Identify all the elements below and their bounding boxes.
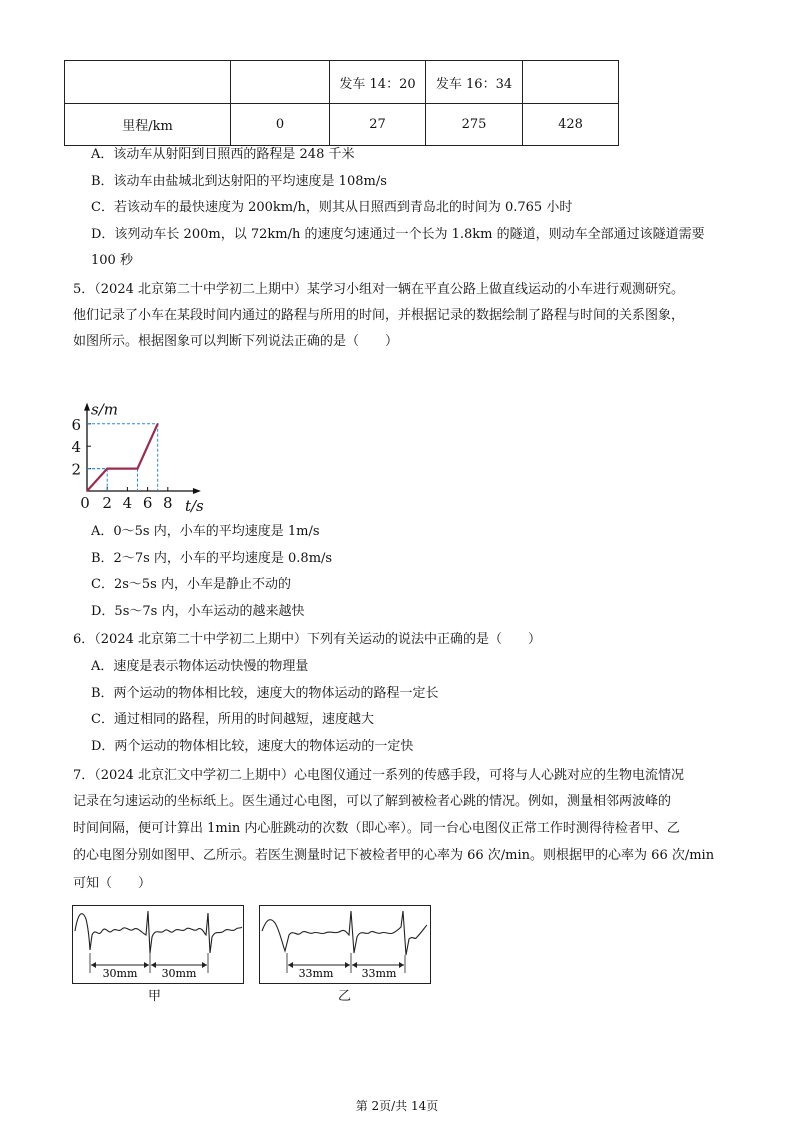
table-cell: 275 xyxy=(426,104,523,146)
q4-option-d: D．该列动车长 200m，以 72km/h 的速度匀速通过一个长为 1.8km 的隧道，则动车全部通过该隧道需要 xyxy=(91,227,705,242)
table-cell: 27 xyxy=(330,104,426,146)
q5-option-c: C．2s～5s 内，小车是静止不动的 xyxy=(91,577,291,592)
q5-stem-line: 如图所示。根据图象可以判断下列说法正确的是（ ） xyxy=(73,334,399,349)
table-row xyxy=(65,61,619,104)
table-cell xyxy=(231,61,330,104)
q4-option-a: A．该动车从射阳到日照西的路程是 248 千米 xyxy=(91,147,355,162)
page-footer: 第 2页/共 14页 xyxy=(355,1099,439,1113)
q7-stem-line: 的心电图分别如图甲、乙所示。若医生测量时记下被检者甲的心率为 66 次/min。则根据甲的心率为 66 次/min xyxy=(73,848,715,863)
q7-stem-line: 时间间隔，便可计算出 1min 内心脏跳动的次数（即心率）。同一台心电图仪正常工作时测得待检者甲、乙 xyxy=(73,821,680,836)
q6-option-c: C．通过相同的路程，所用的时间越短，速度越大 xyxy=(91,712,374,727)
data-point xyxy=(157,423,159,425)
ecg-yi-interval-label: 33mm xyxy=(298,967,334,980)
y-tick-label: 4 xyxy=(71,438,81,457)
q5-option-d: D．5s～7s 内，小车运动的越来越快 xyxy=(91,604,305,619)
q4-option-b: B．该动车由盐城北到达射阳的平均速度是 108m/s xyxy=(91,174,387,189)
q7-stem-line: 记录在匀速运动的坐标纸上。医生通过心电图，可以了解到被检者心跳的情况。例如，测量相邻两波峰的 xyxy=(73,794,672,809)
table-cell: 发车 14：20 xyxy=(330,61,426,104)
q6-option-d: D．两个运动的物体相比较，速度大的物体运动的一定快 xyxy=(91,739,414,754)
x-tick-label: 8 xyxy=(163,494,173,512)
ecg-figure-jia xyxy=(72,905,245,985)
x-tick-label: 4 xyxy=(122,494,133,512)
table-row xyxy=(65,104,619,146)
data-point xyxy=(86,490,88,492)
x-axis-title: t/s xyxy=(184,497,204,515)
q5-option-b: B．2～7s 内，小车的平均速度是 0.8m/s xyxy=(91,551,333,566)
ecg-figure-yi xyxy=(259,905,432,985)
y-axis-arrow xyxy=(84,403,90,411)
q7-stem-line: 可知（ ） xyxy=(73,876,152,891)
table-cell: 428 xyxy=(523,104,619,146)
ecg-jia-caption: 甲 xyxy=(148,989,162,1004)
x-tick-label: 0 xyxy=(80,494,90,512)
q5-stem-line: 他们记录了小车在某段时间内通过的路程与所用的时间，并根据记录的数据绘制了路程与时间的关系图象， xyxy=(73,308,685,323)
q6-option-b: B．两个运动的物体相比较，速度大的物体运动的路程一定长 xyxy=(91,686,439,701)
q5-option-a: A．0～5s 内，小车的平均速度是 1m/s xyxy=(91,524,320,539)
q6-stem: 6．（2024 北京第二十中学初二上期中）下列有关运动的说法中正确的是（ ） xyxy=(73,632,541,647)
q7-stem-line: 7．（2024 北京汇文中学初二上期中）心电图仪通过一系列的传感手段，可将与人心跳对应的生物电流情况 xyxy=(73,768,684,783)
y-axis-title: s/m xyxy=(91,400,118,419)
q4-option-c: C．若该动车的最快速度为 200km/h，则其从日照西到青岛北的时间为 0.765 小时 xyxy=(91,200,573,215)
table-cell xyxy=(65,61,231,104)
x-tick-label: 2 xyxy=(102,494,112,512)
distance-time-chart xyxy=(70,360,310,520)
table-cell: 里程/km xyxy=(65,104,231,146)
table-cell: 0 xyxy=(231,104,330,146)
ecg-yi-interval-label: 33mm xyxy=(361,967,397,980)
y-tick-label: 6 xyxy=(71,415,81,434)
ecg-yi-caption: 乙 xyxy=(338,989,352,1004)
series-line xyxy=(87,424,158,491)
train-schedule-table xyxy=(64,60,619,146)
q5-stem-line: 5．（2024 北京第二十中学初二上期中）某学习小组对一辆在平直公路上做直线运动的小车进行观测研究。 xyxy=(73,282,684,297)
table-cell xyxy=(523,61,619,104)
x-axis-arrow xyxy=(193,488,201,494)
q4-option-d-continued: 100 秒 xyxy=(91,253,133,268)
ecg-jia-interval-label: 30mm xyxy=(102,967,138,980)
table-cell: 发车 16：34 xyxy=(426,61,523,104)
x-tick-label: 6 xyxy=(142,494,153,512)
q6-option-a: A．速度是表示物体运动快慢的物理量 xyxy=(91,659,309,674)
ecg-jia-interval-label: 30mm xyxy=(161,967,197,980)
data-point xyxy=(137,468,139,470)
y-tick-label: 2 xyxy=(71,460,81,479)
data-point xyxy=(106,468,108,470)
